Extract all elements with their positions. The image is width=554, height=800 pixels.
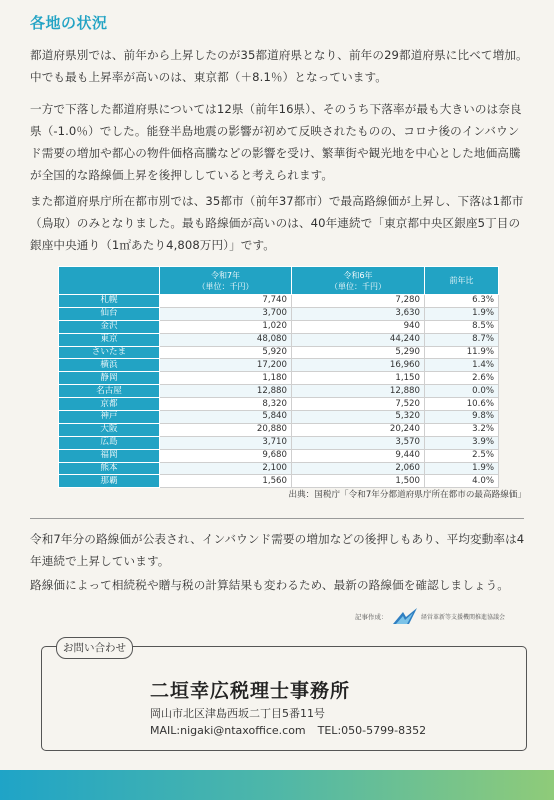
cell-city: さいたま [59, 346, 160, 359]
contact-mail[interactable]: MAIL:nigaki@ntaxoffice.com [150, 724, 306, 737]
header-blank [59, 267, 160, 295]
cell-city: 静岡 [59, 372, 160, 385]
cell-r7: 17,200 [160, 359, 292, 372]
cell-r7: 7,740 [160, 295, 292, 308]
article-credit [355, 608, 535, 624]
cell-change: 6.3% [425, 295, 499, 308]
cell-r7: 3,710 [160, 436, 292, 449]
table-row [59, 385, 499, 398]
footer-gradient-bar [0, 770, 554, 800]
cell-r6: 3,570 [292, 436, 425, 449]
office-name: 二垣幸広税理士事務所 [150, 680, 351, 702]
table-row [59, 333, 499, 346]
cell-change: 10.6% [425, 398, 499, 411]
cell-r6: 20,240 [292, 423, 425, 436]
cell-r7: 3,700 [160, 307, 292, 320]
header-r7-line2: （単位：千円） [197, 281, 254, 291]
table-row [59, 462, 499, 475]
cell-city: 京都 [59, 398, 160, 411]
cell-change: 11.9% [425, 346, 499, 359]
table-row [59, 346, 499, 359]
cell-city: 那覇 [59, 475, 160, 488]
source-note: 出典：国税庁「令和7年分都道府県庁所在都市の最高路線価」 [288, 490, 526, 500]
table-row [59, 307, 499, 320]
cell-r7: 20,880 [160, 423, 292, 436]
cell-r7: 12,880 [160, 385, 292, 398]
table-row [59, 423, 499, 436]
paragraph-summary: 令和7年分の路線価が公表され、インバウンド需要の増加などの後押しもあり、平均変動率は4年連続で上昇しています。 [30, 532, 525, 568]
cell-city: 金沢 [59, 320, 160, 333]
paragraph-advice: 路線価によって相続税や贈与税の計算結果も変わるため、最新の路線価を確認しましょう。 [30, 578, 509, 592]
cell-city: 神戸 [59, 411, 160, 424]
cell-change: 2.6% [425, 372, 499, 385]
cell-change: 1.9% [425, 462, 499, 475]
cell-city: 福岡 [59, 449, 160, 462]
cell-city: 広島 [59, 436, 160, 449]
cell-r7: 8,320 [160, 398, 292, 411]
cell-r6: 3,630 [292, 307, 425, 320]
contact-tag: お問い合わせ [56, 637, 133, 659]
cell-r7: 9,680 [160, 449, 292, 462]
table-body [59, 295, 499, 488]
cell-r6: 16,960 [292, 359, 425, 372]
header-change-label: 前年比 [449, 276, 474, 285]
section-divider [30, 518, 524, 519]
route-price-table [58, 266, 499, 488]
header-r6-line2: （単位：千円） [330, 281, 386, 291]
paragraph-prefecture-decline: 一方で下落した都道府県については12県（前年16県）、そのうち下落率が最も大きいのは奈良県（-1.0％）でした。能登半島地震の影響が初めて反映されたものの、コロナ後のインバウンド需要の増加や都心の物件価格高騰などの影響を受け、繁華街や観光地を中心とした地価高騰が全国的な路線価上昇を後押ししていると考えられます。 [30, 102, 522, 182]
paragraph-prefecture-rise: 都道府県別では、前年から上昇したのが35都道府県となり、前年の29都道府県に比べて増加。中でも最も上昇率が高いのは、東京都（＋8.1％）となっています。 [30, 48, 528, 84]
cell-r7: 1,180 [160, 372, 292, 385]
cell-r6: 1,500 [292, 475, 425, 488]
cell-change: 8.7% [425, 333, 499, 346]
cell-change: 0.0% [425, 385, 499, 398]
cell-r6: 5,290 [292, 346, 425, 359]
cell-change: 3.9% [425, 436, 499, 449]
credit-caption: 記事作成： [355, 613, 388, 621]
header-r6 [292, 267, 425, 295]
cell-r7: 48,080 [160, 333, 292, 346]
cell-city: 横浜 [59, 359, 160, 372]
table-row [59, 372, 499, 385]
cell-city: 仙台 [59, 307, 160, 320]
cell-r7: 2,100 [160, 462, 292, 475]
table-row [59, 475, 499, 488]
cell-r7: 5,920 [160, 346, 292, 359]
table-row [59, 320, 499, 333]
cell-r6: 7,280 [292, 295, 425, 308]
cell-city: 札幌 [59, 295, 160, 308]
cell-change: 3.2% [425, 423, 499, 436]
header-r6-line1: 令和6年 [343, 270, 373, 280]
cell-change: 8.5% [425, 320, 499, 333]
cell-change: 1.9% [425, 307, 499, 320]
table-header-row [59, 267, 499, 295]
table-row [59, 295, 499, 308]
table-row [59, 359, 499, 372]
table-row [59, 398, 499, 411]
cell-city: 名古屋 [59, 385, 160, 398]
cell-change: 1.4% [425, 359, 499, 372]
table-row [59, 436, 499, 449]
office-address: 岡山市北区津島西坂二丁目5番11号 [150, 707, 325, 720]
section-heading: 各地の状況 [30, 14, 108, 32]
cell-r6: 2,060 [292, 462, 425, 475]
cell-r6: 12,880 [292, 385, 425, 398]
cell-r6: 7,520 [292, 398, 425, 411]
cell-change: 9.8% [425, 411, 499, 424]
cell-city: 大阪 [59, 423, 160, 436]
cell-r6: 1,150 [292, 372, 425, 385]
header-r7-line1: 令和7年 [210, 270, 241, 280]
cell-r7: 1,560 [160, 475, 292, 488]
contact-line [150, 724, 426, 737]
cell-r6: 940 [292, 320, 425, 333]
cell-r6: 9,440 [292, 449, 425, 462]
paragraph-capital-cities: また都道府県庁所在都市別では、35都市（前年37都市）で最高路線価が上昇し、下落は1都市（鳥取）のみとなりました。最も路線価が高いのは、40年連続で「東京都中央区銀座5丁目の銀座中央通り（1㎡あたり4,808万円）」です。 [30, 194, 524, 252]
cell-change: 4.0% [425, 475, 499, 488]
cell-r7: 1,020 [160, 320, 292, 333]
credit-org: 経営革新等支援機関推進協議会 [421, 614, 506, 621]
cell-r6: 44,240 [292, 333, 425, 346]
table-row [59, 411, 499, 424]
cell-city: 熊本 [59, 462, 160, 475]
cell-r6: 5,320 [292, 411, 425, 424]
header-change [425, 267, 499, 295]
cell-city: 東京 [59, 333, 160, 346]
header-r7 [160, 267, 292, 295]
route-price-table-wrap [58, 266, 498, 488]
contact-tel[interactable]: TEL:050-5799-8352 [317, 724, 427, 737]
wave-logo-icon [393, 608, 417, 624]
cell-r7: 5,840 [160, 411, 292, 424]
table-row [59, 449, 499, 462]
cell-change: 2.5% [425, 449, 499, 462]
